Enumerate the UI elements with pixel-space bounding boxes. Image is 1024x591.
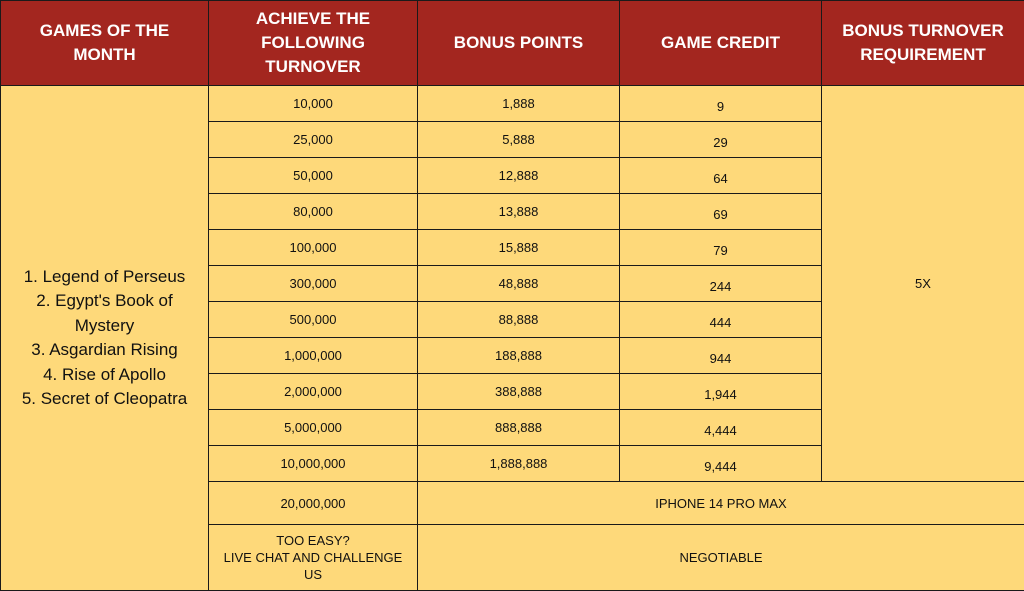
challenge-line: TOO EASY? [209,532,417,549]
table-row [1,86,1024,122]
game-credit-cell: 4,444 [620,410,822,446]
turnover-cell: 300,000 [209,266,418,302]
turnover-cell: 2,000,000 [209,374,418,410]
turnover-cell: 25,000 [209,122,418,158]
game-item: 5. Secret of Cleopatra [1,387,208,412]
turnover-cell: 80,000 [209,194,418,230]
game-credit-cell: 444 [620,302,822,338]
header-bonus-turnover: BONUS TURNOVER REQUIREMENT [822,1,1024,86]
bonus-points-cell: 13,888 [418,194,620,230]
bonus-points-cell: 888,888 [418,410,620,446]
bonus-points-cell: 188,888 [418,338,620,374]
challenge-reward: NEGOTIABLE [418,525,1024,591]
header-games: GAMES OF THE MONTH [1,1,209,86]
header-game-credit: GAME CREDIT [620,1,822,86]
turnover-cell: 100,000 [209,230,418,266]
game-credit-cell: 79 [620,230,822,266]
turnover-cell: 5,000,000 [209,410,418,446]
challenge-line: US [209,566,417,583]
bonus-points-cell: 88,888 [418,302,620,338]
game-item: 3. Asgardian Rising [1,338,208,363]
game-credit-cell: 69 [620,194,822,230]
game-item: 1. Legend of Perseus [1,265,208,290]
challenge-turnover [209,525,418,591]
bonus-points-cell: 5,888 [418,122,620,158]
game-credit-cell: 9 [620,86,822,122]
game-credit-cell: 9,444 [620,446,822,482]
challenge-line: LIVE CHAT AND CHALLENGE [209,549,417,566]
game-credit-cell: 64 [620,158,822,194]
bonus-points-cell: 1,888,888 [418,446,620,482]
header-row [1,1,1024,86]
iphone-reward: IPHONE 14 PRO MAX [418,482,1024,525]
turnover-cell: 50,000 [209,158,418,194]
turnover-cell: 1,000,000 [209,338,418,374]
game-credit-cell: 1,944 [620,374,822,410]
header-turnover: ACHIEVE THE FOLLOWING TURNOVER [209,1,418,86]
turnover-cell: 10,000 [209,86,418,122]
game-item: Mystery [1,314,208,339]
bonus-points-cell: 48,888 [418,266,620,302]
bonus-turnover-requirement: 5X [822,86,1024,482]
turnover-cell: 10,000,000 [209,446,418,482]
bonus-points-cell: 1,888 [418,86,620,122]
turnover-cell: 20,000,000 [209,482,418,525]
game-item: 2. Egypt's Book of [1,289,208,314]
games-list [1,86,209,591]
bonus-points-cell: 388,888 [418,374,620,410]
game-credit-cell: 944 [620,338,822,374]
header-bonus-points: BONUS POINTS [418,1,620,86]
bonus-points-cell: 12,888 [418,158,620,194]
game-item: 4. Rise of Apollo [1,363,208,388]
game-credit-cell: 29 [620,122,822,158]
bonus-points-cell: 15,888 [418,230,620,266]
turnover-cell: 500,000 [209,302,418,338]
game-credit-cell: 244 [620,266,822,302]
